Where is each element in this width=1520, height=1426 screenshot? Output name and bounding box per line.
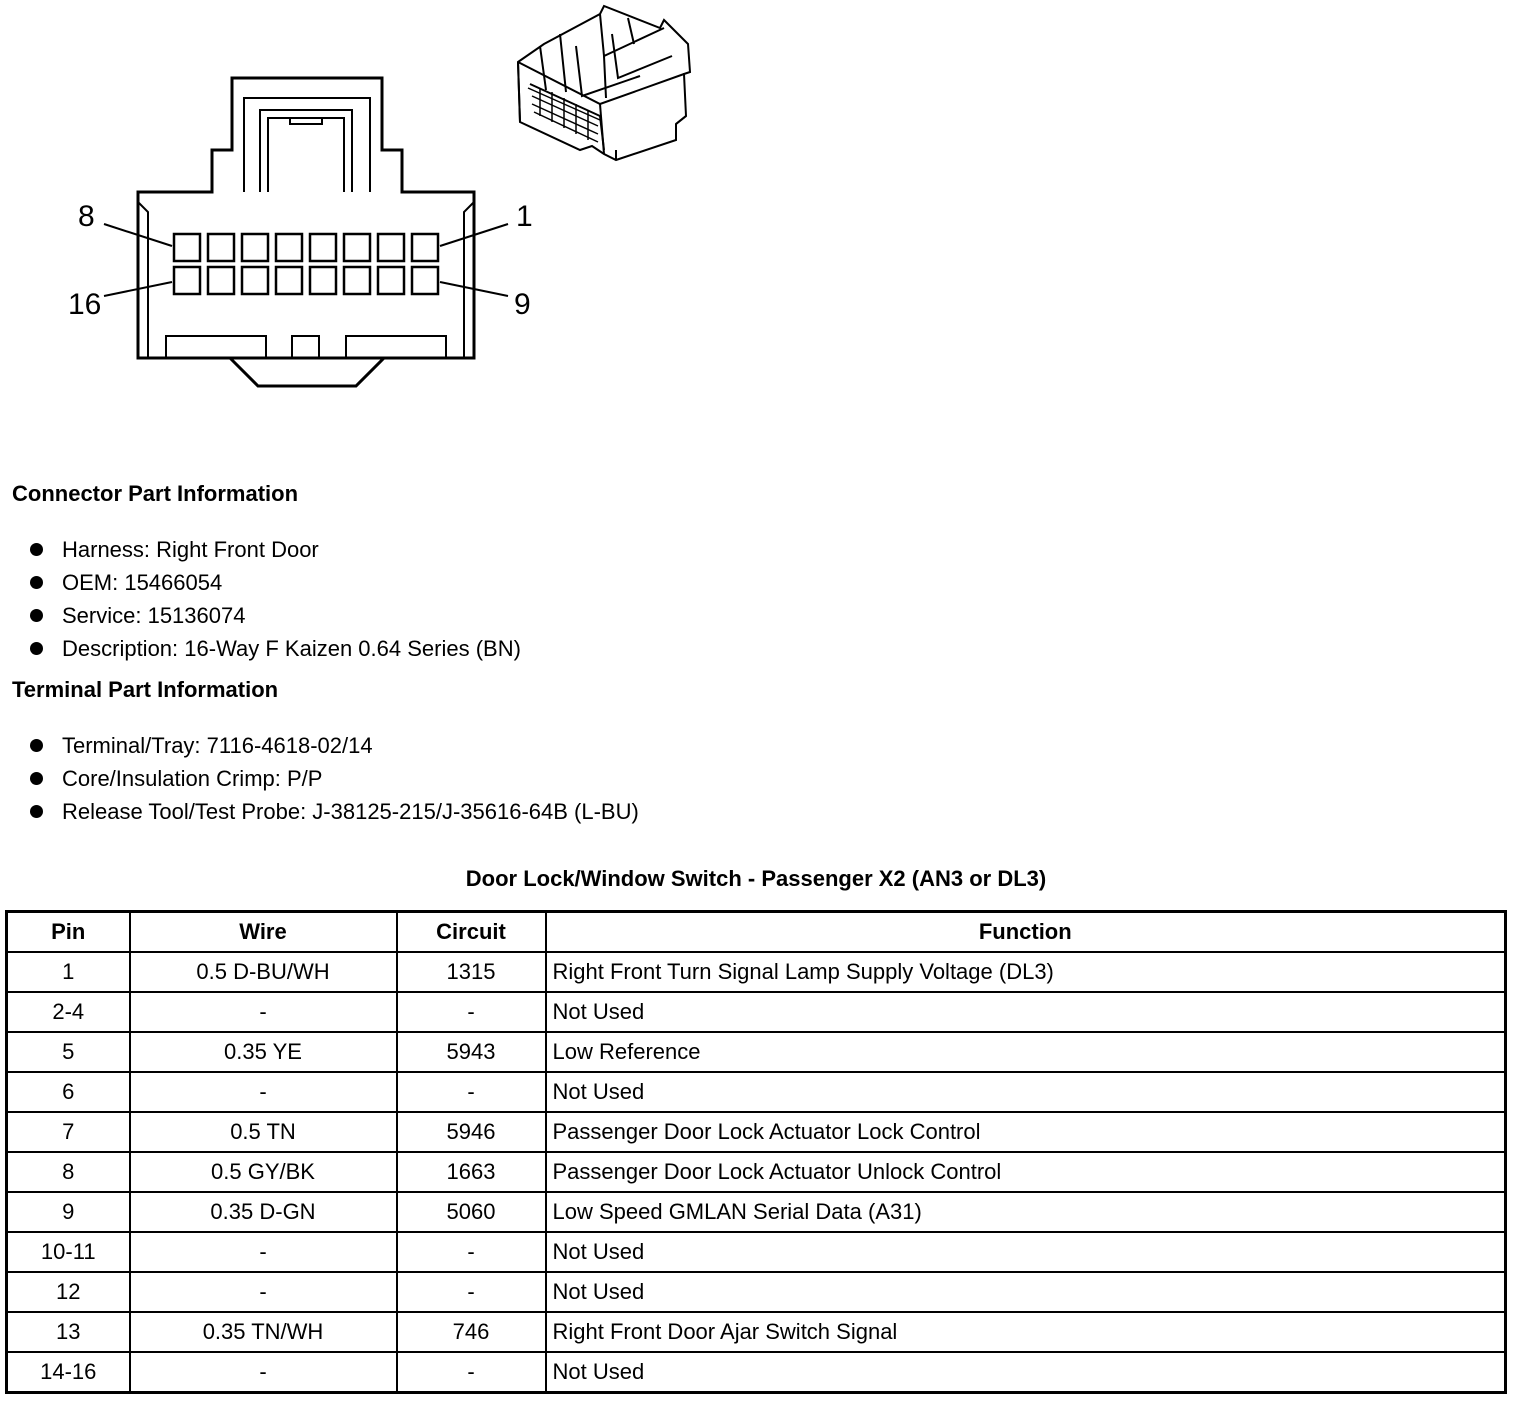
pin-cavity [378, 234, 404, 261]
pin-label-9: 9 [514, 288, 531, 321]
circuit-cell: 1315 [397, 952, 546, 992]
wire-cell: 0.35 D-GN [130, 1192, 397, 1232]
pin-cell: 9 [7, 1192, 130, 1232]
pin-cavity [412, 234, 438, 261]
pin-label-16: 16 [68, 288, 102, 321]
bullet-icon [30, 609, 43, 622]
function-cell: Right Front Turn Signal Lamp Supply Voltage (DL3) [546, 952, 1506, 992]
pin-cell: 10-11 [7, 1232, 130, 1272]
circuit-cell: 5060 [397, 1192, 546, 1232]
circuit-cell: 5946 [397, 1112, 546, 1152]
pin-cavity [276, 267, 302, 294]
pin-label-8: 8 [78, 200, 95, 233]
circuit-cell: - [397, 992, 546, 1032]
wire-cell: - [130, 1272, 397, 1312]
pin-cell: 7 [7, 1112, 130, 1152]
function-cell: Not Used [546, 1072, 1506, 1112]
pin-cell: 13 [7, 1312, 130, 1352]
pin-cavity [174, 267, 200, 294]
pinout-table [5, 910, 1507, 1394]
pin-cell: 12 [7, 1272, 130, 1312]
column-header-function: Function [546, 912, 1506, 953]
connector-info-list [28, 533, 521, 665]
pin-cell: 5 [7, 1032, 130, 1072]
wire-cell: - [130, 1072, 397, 1112]
pin-cell: 6 [7, 1072, 130, 1112]
connector-3d-view [518, 6, 690, 160]
table-row [7, 1312, 1506, 1352]
bullet-icon [30, 805, 43, 818]
circuit-cell: 1663 [397, 1152, 546, 1192]
circuit-cell: - [397, 1352, 546, 1393]
function-cell: Not Used [546, 992, 1506, 1032]
terminal-info-heading: Terminal Part Information [12, 677, 279, 702]
circuit-cell: 746 [397, 1312, 546, 1352]
bullet-icon [30, 739, 43, 752]
table-row [7, 1192, 1506, 1232]
list-item [28, 795, 639, 828]
pin-cavity [378, 267, 404, 294]
pin-cavity [310, 267, 336, 294]
function-cell: Low Speed GMLAN Serial Data (A31) [546, 1192, 1506, 1232]
bullet-icon [30, 772, 43, 785]
pin-cell: 14-16 [7, 1352, 130, 1393]
list-item [28, 566, 521, 599]
function-cell: Low Reference [546, 1032, 1506, 1072]
wire-cell: 0.5 GY/BK [130, 1152, 397, 1192]
connector-diagram [0, 0, 720, 400]
pin-cavity [344, 267, 370, 294]
list-item [28, 762, 639, 795]
wire-cell: - [130, 1352, 397, 1393]
table-row [7, 1112, 1506, 1152]
table-row [7, 1272, 1506, 1312]
wire-cell: 0.5 TN [130, 1112, 397, 1152]
pin-cavity [344, 234, 370, 261]
list-item [28, 599, 521, 632]
list-item-text: Service: 15136074 [62, 603, 246, 628]
function-cell: Right Front Door Ajar Switch Signal [546, 1312, 1506, 1352]
table-row [7, 1072, 1506, 1112]
table-row [7, 1032, 1506, 1072]
pin-cell: 8 [7, 1152, 130, 1192]
pin-cavity [174, 234, 200, 261]
table-row [7, 952, 1506, 992]
pin-label-1: 1 [516, 200, 533, 233]
pin-cavity [412, 267, 438, 294]
circuit-cell: 5943 [397, 1032, 546, 1072]
connector-info-heading: Connector Part Information [12, 481, 299, 506]
function-cell: Not Used [546, 1352, 1506, 1393]
list-item [28, 729, 639, 762]
wire-cell: 0.35 TN/WH [130, 1312, 397, 1352]
list-item-text: Harness: Right Front Door [62, 537, 319, 562]
list-item-text: Terminal/Tray: 7116-4618-02/14 [62, 733, 373, 758]
column-header-circuit: Circuit [397, 912, 546, 953]
wire-cell: 0.35 YE [130, 1032, 397, 1072]
list-item-text: Description: 16-Way F Kaizen 0.64 Series (BN) [62, 636, 521, 661]
column-header-pin: Pin [7, 912, 130, 953]
wire-cell: 0.5 D-BU/WH [130, 952, 397, 992]
table-row [7, 1232, 1506, 1272]
circuit-cell: - [397, 1072, 546, 1112]
table-header-row [7, 912, 1506, 953]
table-row [7, 1152, 1506, 1192]
table-row [7, 1352, 1506, 1393]
circuit-cell: - [397, 1232, 546, 1272]
pin-cavity [208, 267, 234, 294]
list-item [28, 533, 521, 566]
function-cell: Passenger Door Lock Actuator Unlock Control [546, 1152, 1506, 1192]
connector-housing [138, 78, 474, 358]
column-header-wire: Wire [130, 912, 397, 953]
bullet-icon [30, 576, 43, 589]
circuit-cell: - [397, 1272, 546, 1312]
list-item [28, 632, 521, 665]
pin-cell: 2-4 [7, 992, 130, 1032]
wire-cell: - [130, 1232, 397, 1272]
pin-cavity [208, 234, 234, 261]
function-cell: Passenger Door Lock Actuator Lock Control [546, 1112, 1506, 1152]
wire-cell: - [130, 992, 397, 1032]
pin-cavity [310, 234, 336, 261]
list-item-text: Release Tool/Test Probe: J-38125-215/J-35616-64B (L-BU) [62, 799, 639, 824]
pin-cavity [242, 267, 268, 294]
bullet-icon [30, 642, 43, 655]
terminal-info-list [28, 729, 639, 828]
pin-cavity [242, 234, 268, 261]
list-item-text: Core/Insulation Crimp: P/P [62, 766, 323, 791]
list-item-text: OEM: 15466054 [62, 570, 223, 595]
bullet-icon [30, 543, 43, 556]
table-row [7, 992, 1506, 1032]
function-cell: Not Used [546, 1272, 1506, 1312]
pin-cell: 1 [7, 952, 130, 992]
function-cell: Not Used [546, 1232, 1506, 1272]
pin-cavity [276, 234, 302, 261]
table-title: Door Lock/Window Switch - Passenger X2 (AN3 or DL3) [465, 866, 1047, 891]
